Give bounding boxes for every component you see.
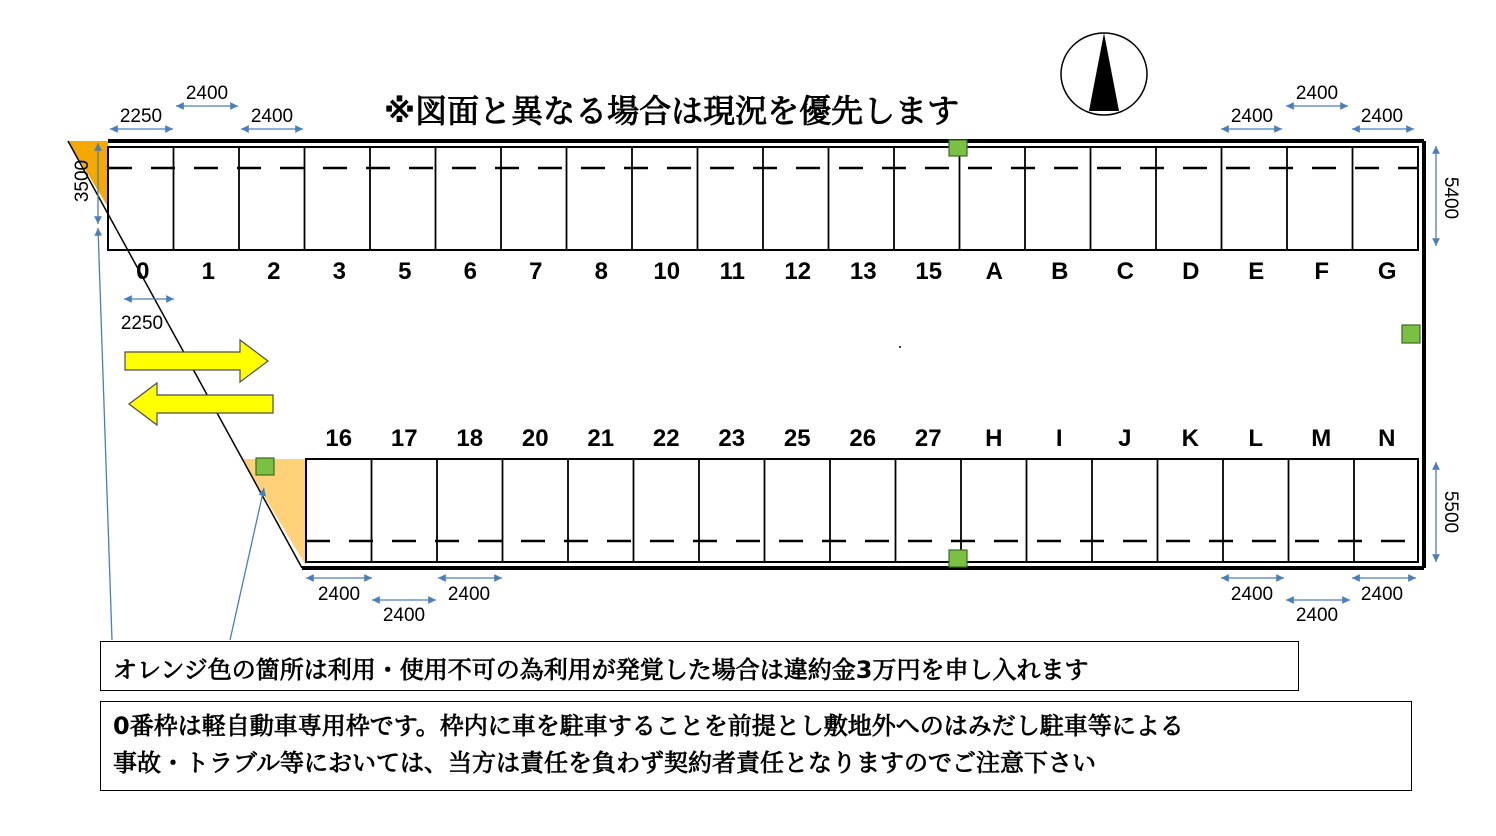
- space-label: G: [1377, 258, 1397, 285]
- center-dot: [899, 346, 901, 348]
- space-label: B: [1051, 258, 1069, 285]
- space-label: 15: [915, 258, 943, 285]
- top-row-dividers: [174, 147, 1353, 250]
- space-label: F: [1314, 258, 1330, 285]
- dim-bottom-e: 2400: [1295, 605, 1339, 626]
- space-label: 21: [587, 425, 615, 452]
- marker-bottom-center: [949, 550, 967, 567]
- space-label: E: [1248, 258, 1265, 285]
- space-label: 8: [594, 258, 608, 285]
- space-label: M: [1311, 425, 1332, 452]
- space-label: 11: [719, 258, 745, 285]
- marker-bottom-left: [256, 458, 274, 475]
- dim-top-a: 2250: [119, 106, 163, 127]
- zero-slot-notice-line2: 事故・トラブル等においては、当方は責任を負わず契約者責任となりますのでご注意下さい: [113, 749, 1097, 777]
- bottom-row-labels: [325, 425, 1395, 452]
- space-label: 27: [914, 425, 942, 452]
- dimension-lines: [98, 106, 1436, 640]
- space-label: 26: [849, 425, 877, 452]
- space-label: 10: [653, 258, 681, 285]
- dim-bottom-a: 2400: [317, 584, 361, 605]
- dim-top-e: 2400: [1295, 83, 1339, 104]
- space-label: 25: [783, 425, 811, 452]
- dim-bottom-b: 2400: [382, 605, 426, 626]
- traffic-arrow-left: [129, 383, 273, 425]
- dimension-labels: [72, 83, 1461, 626]
- dim-bottom-depth: 5500: [1440, 490, 1461, 534]
- marker-top-center: [949, 140, 967, 156]
- space-label: H: [985, 425, 1003, 452]
- dim-bottom-d: 2400: [1230, 584, 1274, 605]
- space-label: 3: [332, 258, 346, 285]
- dim-top-d: 2400: [1230, 106, 1274, 127]
- dim-left-depth: 3500: [72, 159, 93, 203]
- space-label: J: [1118, 425, 1132, 452]
- space-label: 7: [529, 258, 543, 285]
- dim-top-f: 2400: [1360, 106, 1404, 127]
- dim-top-depth: 5400: [1440, 176, 1461, 220]
- dim-bottom-c: 2400: [447, 584, 491, 605]
- space-label: 18: [456, 425, 484, 452]
- space-label: 0: [136, 258, 150, 285]
- dim-top-b: 2400: [185, 83, 229, 104]
- marker-right-side: [1402, 325, 1420, 343]
- zero-slot-notice-line1: 0番枠は軽自動車専用枠です。枠内に車を駐車することを前提とし敷地外へのはみだし駐車等による: [113, 712, 1184, 740]
- bottom-row-spaces: [306, 459, 1418, 562]
- north-icon: [1061, 33, 1147, 115]
- space-label: 16: [325, 425, 353, 452]
- page-title: ※図面と異なる場合は現況を優先します: [384, 92, 960, 130]
- space-label: I: [1055, 425, 1063, 452]
- dim-bottom-f: 2400: [1360, 584, 1404, 605]
- space-label: 17: [390, 425, 418, 452]
- space-label: 22: [652, 425, 680, 452]
- space-label: 1: [201, 258, 215, 285]
- orange-area-notice: オレンジ色の箇所は利用・使用不可の為利用が発覚した場合は違約金3万円を申し入れます: [100, 641, 1299, 691]
- space-label: 13: [849, 258, 877, 285]
- space-label: K: [1181, 425, 1199, 452]
- space-label: A: [985, 258, 1003, 285]
- space-label: N: [1378, 425, 1396, 452]
- space-label: 12: [784, 258, 812, 285]
- space-label: 23: [718, 425, 746, 452]
- space-label: 5: [398, 258, 412, 285]
- top-row-labels: [136, 258, 1397, 285]
- space-label: D: [1182, 258, 1200, 285]
- space-label: 20: [521, 425, 549, 452]
- space-label: L: [1248, 425, 1264, 452]
- space-label: 2: [267, 258, 281, 285]
- zero-slot-notice: [100, 701, 1412, 791]
- space-label: C: [1116, 258, 1134, 285]
- space-label: 6: [463, 258, 477, 285]
- dim-top-c: 2400: [250, 106, 294, 127]
- bottom-row-dividers: [372, 459, 1355, 562]
- dim-under-zero: 2250: [120, 313, 164, 334]
